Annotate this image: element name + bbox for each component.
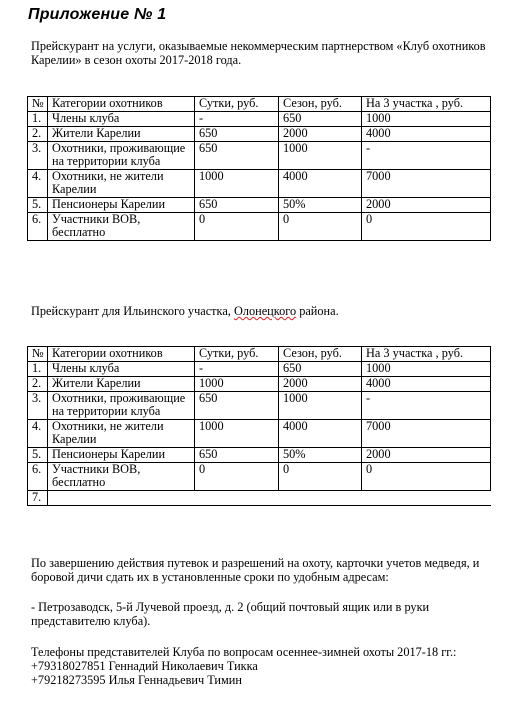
table-cell: - xyxy=(362,142,491,170)
table-cell: - xyxy=(195,362,279,377)
table-row xyxy=(28,463,491,491)
table-row xyxy=(28,420,491,448)
table-cell: 650 xyxy=(195,198,279,213)
table-cell: 0 xyxy=(195,463,279,491)
header-cell: На 3 участка , руб. xyxy=(362,347,491,362)
table-cell: 650 xyxy=(279,362,362,377)
table-row xyxy=(28,377,491,392)
table-cell: 3. xyxy=(28,142,48,170)
table-row xyxy=(28,491,491,506)
table-cell: Члены клуба xyxy=(48,362,195,377)
table-cell xyxy=(195,491,279,506)
table-cell: 1000 xyxy=(279,142,362,170)
table-cell: 1000 xyxy=(362,112,491,127)
table-cell: 650 xyxy=(195,448,279,463)
table-cell: 7. xyxy=(28,491,48,506)
table-cell: 50% xyxy=(279,198,362,213)
table-cell: 50% xyxy=(279,448,362,463)
table-cell: 0 xyxy=(195,213,279,241)
table-cell: - xyxy=(195,112,279,127)
table-cell xyxy=(279,491,362,506)
table-cell: Жители Карелии xyxy=(48,377,195,392)
address-paragraph: - Петрозаводск, 5-й Лучевой проезд, д. 2 (общий почтовый ящик или в руки представителю клуба). xyxy=(31,600,430,628)
table-row xyxy=(28,142,491,170)
table-cell: - xyxy=(362,392,491,420)
table-row xyxy=(28,213,491,241)
table-cell: 1000 xyxy=(195,377,279,392)
price-table-2 xyxy=(27,346,491,506)
table-cell: Охотники, проживающие на территории клуба xyxy=(48,142,195,170)
table-cell: Участники ВОВ, бесплатно xyxy=(48,463,195,491)
header-cell: На 3 участка , руб. xyxy=(362,97,491,112)
header-cell: Категории охотников xyxy=(48,347,195,362)
table-cell xyxy=(362,491,491,506)
header-cell: № xyxy=(28,347,48,362)
phone-line: +79318027851 Геннадий Николаевич Тикка xyxy=(31,659,258,673)
table-row xyxy=(28,392,491,420)
table-cell: 3. xyxy=(28,392,48,420)
table-cell: Члены клуба xyxy=(48,112,195,127)
table-cell: 1. xyxy=(28,112,48,127)
table-cell: 4. xyxy=(28,420,48,448)
closing-paragraph: По завершению действия путевок и разрешений на охоту, карточки учетов медведя, и боровой дичи сдать их в установленные сроки по удобным адресам: xyxy=(31,556,480,584)
ilyinsky-price-list-intro xyxy=(31,304,521,318)
table-cell: 6. xyxy=(28,463,48,491)
table-cell: 0 xyxy=(279,213,362,241)
table-cell: 6. xyxy=(28,213,48,241)
header-cell: № xyxy=(28,97,48,112)
table-cell: 2000 xyxy=(362,198,491,213)
appendix-heading: Приложение № 1 xyxy=(28,6,167,23)
table-cell: 0 xyxy=(279,463,362,491)
table-cell: 7000 xyxy=(362,170,491,198)
intro2-before: Прейскурант для Ильинского участка, xyxy=(31,304,234,318)
table-cell: 4000 xyxy=(362,377,491,392)
contact-phones xyxy=(31,645,521,687)
phone-line: +79218273595 Илья Геннадьевич Тимин xyxy=(31,673,242,687)
table-row xyxy=(28,170,491,198)
table-cell: 5. xyxy=(28,448,48,463)
table-header-row xyxy=(28,97,491,112)
header-cell: Категории охотников xyxy=(48,97,195,112)
table-cell: 4000 xyxy=(279,170,362,198)
table-row xyxy=(28,112,491,127)
table-cell: Охотники, не жители Карелии xyxy=(48,170,195,198)
table-cell: 1000 xyxy=(362,362,491,377)
table-header-row xyxy=(28,347,491,362)
table-cell: 650 xyxy=(195,127,279,142)
table-cell: 1. xyxy=(28,362,48,377)
table-cell: Охотники, не жители Карелии xyxy=(48,420,195,448)
table-cell: 650 xyxy=(279,112,362,127)
table-cell: 2. xyxy=(28,377,48,392)
table-row xyxy=(28,448,491,463)
header-cell: Сутки, руб. xyxy=(195,347,279,362)
table-cell: 0 xyxy=(362,463,491,491)
intro2-after: района. xyxy=(296,304,339,318)
table-cell: Пенсионеры Карелии xyxy=(48,198,195,213)
table-cell: 4000 xyxy=(279,420,362,448)
header-cell: Сезон, руб. xyxy=(279,97,362,112)
header-cell: Сезон, руб. xyxy=(279,347,362,362)
table-cell: 1000 xyxy=(195,170,279,198)
table-row xyxy=(28,198,491,213)
price-table-1 xyxy=(27,96,491,241)
table-row xyxy=(28,362,491,377)
table-cell xyxy=(48,491,195,506)
phones-title: Телефоны представителей Клуба по вопросам осеннее-зимней охоты 2017-18 гг.: xyxy=(31,645,457,659)
table-cell: 1000 xyxy=(195,420,279,448)
table-cell: 2000 xyxy=(279,127,362,142)
price-list-intro: Прейскурант на услуги, оказываемые некоммерческим партнерством «Клуб охотников Карелии» в сезон охоты 2017-2018 года. xyxy=(31,39,486,67)
table-cell: Жители Карелии xyxy=(48,127,195,142)
table-cell: Участники ВОВ, бесплатно xyxy=(48,213,195,241)
table-cell: 650 xyxy=(195,392,279,420)
table-row xyxy=(28,127,491,142)
table-cell: 5. xyxy=(28,198,48,213)
intro2-underlined: Олонецкого xyxy=(233,304,297,318)
table-cell: 4. xyxy=(28,170,48,198)
table-cell: 2. xyxy=(28,127,48,142)
table-cell: 1000 xyxy=(279,392,362,420)
table-cell: Пенсионеры Карелии xyxy=(48,448,195,463)
table-cell: Охотники, проживающие на территории клуба xyxy=(48,392,195,420)
table-cell: 2000 xyxy=(279,377,362,392)
table-cell: 7000 xyxy=(362,420,491,448)
table-cell: 650 xyxy=(195,142,279,170)
table-cell: 2000 xyxy=(362,448,491,463)
table-cell: 0 xyxy=(362,213,491,241)
table-cell: 4000 xyxy=(362,127,491,142)
header-cell: Сутки, руб. xyxy=(195,97,279,112)
